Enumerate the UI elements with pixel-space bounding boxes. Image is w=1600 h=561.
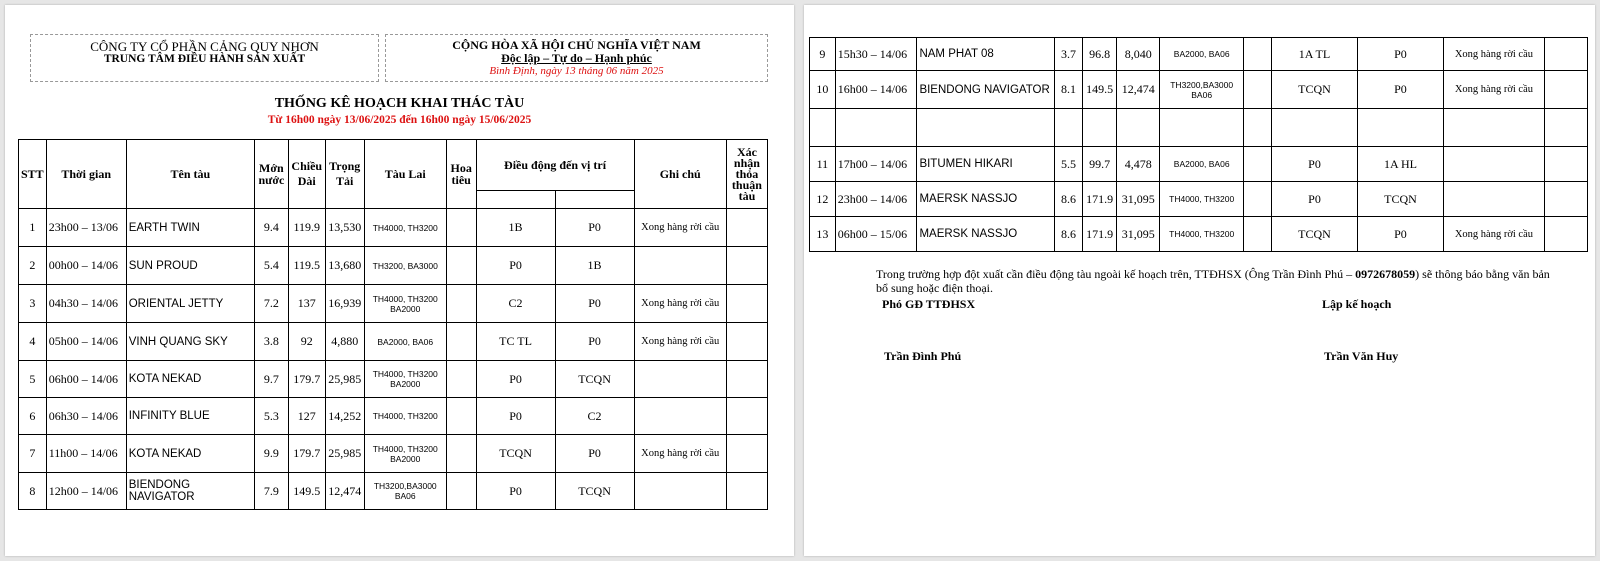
row-move-to xyxy=(1357,109,1443,147)
row-note: Xong hàng rời cầu xyxy=(634,435,726,473)
row-move-to: 1A HL xyxy=(1357,147,1443,182)
row-draft: 5.3 xyxy=(254,398,288,435)
row-time: 15h30 – 14/06 xyxy=(835,38,917,71)
row-length: 149.5 xyxy=(288,473,325,510)
col-pilot: Hoa tiêu xyxy=(446,140,476,209)
row-length: 179.7 xyxy=(288,361,325,398)
row-tug: TH3200,BA3000 BA06 xyxy=(364,473,446,510)
row-move-to: P0 xyxy=(1357,71,1443,109)
row-move-from: TCQN xyxy=(1272,217,1358,252)
row-draft xyxy=(1054,109,1082,147)
row-stt: 10 xyxy=(810,71,836,109)
row-move-to: P0 xyxy=(555,209,634,247)
row-stt: 9 xyxy=(810,38,836,71)
row-tug: TH3200, BA3000 xyxy=(364,247,446,285)
row-move-to: TCQN xyxy=(1357,182,1443,217)
row-move-from: P0 xyxy=(476,247,555,285)
row-time: 11h00 – 14/06 xyxy=(46,435,126,473)
row-pilot xyxy=(446,209,476,247)
row-confirm xyxy=(1544,182,1587,217)
row-note xyxy=(634,473,726,510)
table-row xyxy=(810,182,1588,217)
row-stt: 4 xyxy=(19,323,47,361)
row-note xyxy=(1443,109,1544,147)
row-move-from: P0 xyxy=(476,473,555,510)
row-time: 06h30 – 14/06 xyxy=(46,398,126,435)
row-pilot xyxy=(446,398,476,435)
paragraph-text-end: ) sẽ thông báo bằng văn bản bổ sung hoặc điện thoại. xyxy=(876,267,1550,295)
row-draft: 7.9 xyxy=(254,473,288,510)
row-tonnage: 12,474 xyxy=(1117,71,1160,109)
table-row xyxy=(19,247,768,285)
row-ship-name: MAERSK NASSJO xyxy=(917,182,1055,217)
row-move-to: TCQN xyxy=(555,473,634,510)
paragraph-text: Trong trường hợp đột xuất cần điều động tàu ngoài kế hoạch trên, TTĐHSX (Ông Trần Đình Phú – xyxy=(876,267,1356,281)
row-length: 127 xyxy=(288,398,325,435)
row-note xyxy=(634,247,726,285)
row-ship-name: NAM PHAT 08 xyxy=(917,38,1055,71)
table-row xyxy=(810,109,1588,147)
table-row xyxy=(19,435,768,473)
row-time: 16h00 – 14/06 xyxy=(835,71,917,109)
row-tug: TH4000, TH3200 BA2000 xyxy=(364,285,446,323)
row-pilot xyxy=(1244,109,1272,147)
row-draft: 5.5 xyxy=(1054,147,1082,182)
signer-name-left: Trần Đình Phú xyxy=(884,349,962,363)
row-tonnage xyxy=(1117,109,1160,147)
row-move-to: C2 xyxy=(555,398,634,435)
row-confirm xyxy=(726,285,767,323)
row-pilot xyxy=(446,361,476,398)
row-ship-name: KOTA NEKAD xyxy=(126,361,254,398)
row-length: 119.9 xyxy=(288,209,325,247)
row-length: 99.7 xyxy=(1082,147,1116,182)
row-move-from: 1A TL xyxy=(1272,38,1358,71)
row-confirm xyxy=(1544,147,1587,182)
row-ship-name xyxy=(917,109,1055,147)
col-tug: Tàu Lai xyxy=(364,140,446,209)
row-tonnage: 14,252 xyxy=(325,398,364,435)
signer-name-right: Trần Văn Huy xyxy=(1324,349,1399,363)
row-stt: 6 xyxy=(19,398,47,435)
row-tug: TH4000, TH3200 BA2000 xyxy=(364,435,446,473)
row-tonnage: 31,095 xyxy=(1117,217,1160,252)
row-time xyxy=(835,109,917,147)
row-tug: TH4000, TH3200 xyxy=(364,209,446,247)
document-page-1 xyxy=(5,5,794,556)
row-time: 23h00 – 14/06 xyxy=(835,182,917,217)
col-tonnage: Trọng Tải xyxy=(325,140,364,209)
row-confirm xyxy=(726,473,767,510)
row-stt xyxy=(810,109,836,147)
row-note: Xong hàng rời cầu xyxy=(634,323,726,361)
row-stt: 5 xyxy=(19,361,47,398)
row-length: 179.7 xyxy=(288,435,325,473)
company-name: CÔNG TY CỔ PHẦN CẢNG QUY NHƠN xyxy=(90,39,319,54)
row-tug: TH4000, TH3200 xyxy=(1160,182,1244,217)
signer-title-right: Lập kế hoạch xyxy=(1322,297,1392,311)
row-pilot xyxy=(446,435,476,473)
row-note: Xong hàng rời cầu xyxy=(1443,71,1544,109)
row-tonnage: 4,478 xyxy=(1117,147,1160,182)
table-row xyxy=(19,323,768,361)
row-pilot xyxy=(1244,217,1272,252)
document-subtitle: Từ 16h00 ngày 13/06/2025 đến 16h00 ngày 15/06/2025 xyxy=(267,114,532,126)
row-confirm xyxy=(726,435,767,473)
row-tonnage: 31,095 xyxy=(1117,182,1160,217)
row-note xyxy=(1443,182,1544,217)
row-note: Xong hàng rời cầu xyxy=(1443,217,1544,252)
row-draft: 8.1 xyxy=(1054,71,1082,109)
row-move-to: P0 xyxy=(555,435,634,473)
table-row xyxy=(810,71,1588,109)
row-length: 171.9 xyxy=(1082,217,1116,252)
row-tug: TH4000, TH3200 BA2000 xyxy=(364,361,446,398)
row-move-from: TCQN xyxy=(476,435,555,473)
row-tug: BA2000, BA06 xyxy=(1160,38,1244,71)
row-pilot xyxy=(446,247,476,285)
row-move-to: P0 xyxy=(1357,217,1443,252)
col-ship-name: Tên tàu xyxy=(126,140,254,209)
table-row xyxy=(810,147,1588,182)
col-note: Ghi chú xyxy=(634,140,726,209)
row-pilot xyxy=(1244,182,1272,217)
row-ship-name: EARTH TWIN xyxy=(126,209,254,247)
row-time: 06h00 – 15/06 xyxy=(835,217,917,252)
row-confirm xyxy=(1544,38,1587,71)
row-tonnage: 8,040 xyxy=(1117,38,1160,71)
contact-phone: 0972678059 xyxy=(1355,267,1416,281)
row-draft: 9.9 xyxy=(254,435,288,473)
row-stt: 1 xyxy=(19,209,47,247)
row-note: Xong hàng rời cầu xyxy=(1443,38,1544,71)
row-pilot xyxy=(446,285,476,323)
row-move-from: P0 xyxy=(476,361,555,398)
national-header xyxy=(385,34,768,82)
row-confirm xyxy=(726,247,767,285)
col-move: Điều động đến vị trí xyxy=(476,140,634,191)
row-draft: 7.2 xyxy=(254,285,288,323)
row-ship-name: SUN PROUD xyxy=(126,247,254,285)
row-length: 137 xyxy=(288,285,325,323)
row-pilot xyxy=(446,473,476,510)
row-stt: 12 xyxy=(810,182,836,217)
row-confirm xyxy=(1544,217,1587,252)
row-ship-name: INFINITY BLUE xyxy=(126,398,254,435)
company-header xyxy=(30,34,379,82)
republic-name: CỘNG HÒA XÃ HỘI CHỦ NGHĨA VIỆT NAM xyxy=(452,38,701,52)
row-move-from xyxy=(1272,109,1358,147)
signer-title-left: Phó GĐ TTĐHSX xyxy=(882,297,976,311)
row-time: 00h00 – 14/06 xyxy=(46,247,126,285)
table-row xyxy=(810,217,1588,252)
row-tug xyxy=(1160,109,1244,147)
row-pilot xyxy=(1244,38,1272,71)
row-ship-name: ORIENTAL JETTY xyxy=(126,285,254,323)
row-stt: 13 xyxy=(810,217,836,252)
footer-paragraph xyxy=(824,267,1564,295)
row-confirm xyxy=(726,209,767,247)
table-row xyxy=(19,361,768,398)
row-move-from: P0 xyxy=(1272,147,1358,182)
row-draft: 9.4 xyxy=(254,209,288,247)
col-confirm: Xác nhận thỏa thuận tàu xyxy=(726,140,767,209)
row-length: 96.8 xyxy=(1082,38,1116,71)
row-draft: 8.6 xyxy=(1054,217,1082,252)
table-row xyxy=(810,38,1588,71)
row-note xyxy=(1443,147,1544,182)
row-move-to: P0 xyxy=(555,285,634,323)
row-stt: 8 xyxy=(19,473,47,510)
row-tug: TH4000, TH3200 xyxy=(1160,217,1244,252)
row-move-to: P0 xyxy=(555,323,634,361)
row-length: 119.5 xyxy=(288,247,325,285)
col-draft: Mớn nước xyxy=(254,140,288,209)
schedule-table-continued xyxy=(809,37,1588,252)
document-page-2 xyxy=(804,5,1595,556)
row-move-from: P0 xyxy=(1272,182,1358,217)
col-length: Chiều Dài xyxy=(288,140,325,209)
row-ship-name: KOTA NEKAD xyxy=(126,435,254,473)
row-tonnage: 13,530 xyxy=(325,209,364,247)
row-pilot xyxy=(1244,147,1272,182)
row-time: 06h00 – 14/06 xyxy=(46,361,126,398)
row-confirm xyxy=(1544,109,1587,147)
row-length: 149.5 xyxy=(1082,71,1116,109)
document-title: THỐNG KÊ HOẠCH KHAI THÁC TÀU xyxy=(274,96,525,111)
table-row xyxy=(19,285,768,323)
row-draft: 3.7 xyxy=(1054,38,1082,71)
row-stt: 7 xyxy=(19,435,47,473)
row-stt: 2 xyxy=(19,247,47,285)
row-length: 92 xyxy=(288,323,325,361)
row-tug: BA2000, BA06 xyxy=(1160,147,1244,182)
col-stt: STT xyxy=(19,140,47,209)
row-note: Xong hàng rời cầu xyxy=(634,285,726,323)
row-tonnage: 25,985 xyxy=(325,361,364,398)
schedule-table xyxy=(18,139,768,510)
row-time: 04h30 – 14/06 xyxy=(46,285,126,323)
row-pilot xyxy=(446,323,476,361)
row-move-from: P0 xyxy=(476,398,555,435)
row-tug: TH4000, TH3200 xyxy=(364,398,446,435)
row-draft: 5.4 xyxy=(254,247,288,285)
row-move-to: 1B xyxy=(555,247,634,285)
row-length: 171.9 xyxy=(1082,182,1116,217)
row-ship-name: MAERSK NASSJO xyxy=(917,217,1055,252)
row-tug: TH3200,BA3000 BA06 xyxy=(1160,71,1244,109)
row-time: 23h00 – 13/06 xyxy=(46,209,126,247)
row-length xyxy=(1082,109,1116,147)
row-move-from: TC TL xyxy=(476,323,555,361)
row-ship-name: BITUMEN HIKARI xyxy=(917,147,1055,182)
row-tug: BA2000, BA06 xyxy=(364,323,446,361)
row-move-from: C2 xyxy=(476,285,555,323)
row-tonnage: 4,880 xyxy=(325,323,364,361)
row-ship-name: VINH QUANG SKY xyxy=(126,323,254,361)
table-row xyxy=(19,398,768,435)
row-time: 17h00 – 14/06 xyxy=(835,147,917,182)
row-confirm xyxy=(1544,71,1587,109)
row-time: 12h00 – 14/06 xyxy=(46,473,126,510)
col-time: Thời gian xyxy=(46,140,126,209)
row-pilot xyxy=(1244,71,1272,109)
row-tonnage: 13,680 xyxy=(325,247,364,285)
row-tonnage: 16,939 xyxy=(325,285,364,323)
row-note xyxy=(634,398,726,435)
row-confirm xyxy=(726,323,767,361)
row-draft: 8.6 xyxy=(1054,182,1082,217)
row-tonnage: 12,474 xyxy=(325,473,364,510)
row-confirm xyxy=(726,361,767,398)
row-note xyxy=(634,361,726,398)
row-ship-name: BIENDONG NAVIGATOR xyxy=(126,473,254,510)
department-name: TRUNG TÂM ĐIỀU HÀNH SẢN XUẤT xyxy=(103,53,306,65)
row-move-from: TCQN xyxy=(1272,71,1358,109)
table-row xyxy=(19,209,768,247)
national-motto: Độc lập – Tự do – Hạnh phúc xyxy=(501,51,652,65)
row-draft: 3.8 xyxy=(254,323,288,361)
table-row xyxy=(19,473,768,510)
row-ship-name: BIENDONG NAVIGATOR xyxy=(917,71,1055,109)
row-move-to: P0 xyxy=(1357,38,1443,71)
row-tonnage: 25,985 xyxy=(325,435,364,473)
row-stt: 3 xyxy=(19,285,47,323)
row-confirm xyxy=(726,398,767,435)
row-move-to: TCQN xyxy=(555,361,634,398)
row-note: Xong hàng rời cầu xyxy=(634,209,726,247)
document-date: Bình Định, ngày 13 tháng 06 năm 2025 xyxy=(489,65,664,77)
row-draft: 9.7 xyxy=(254,361,288,398)
row-stt: 11 xyxy=(810,147,836,182)
row-move-from: 1B xyxy=(476,209,555,247)
row-time: 05h00 – 14/06 xyxy=(46,323,126,361)
